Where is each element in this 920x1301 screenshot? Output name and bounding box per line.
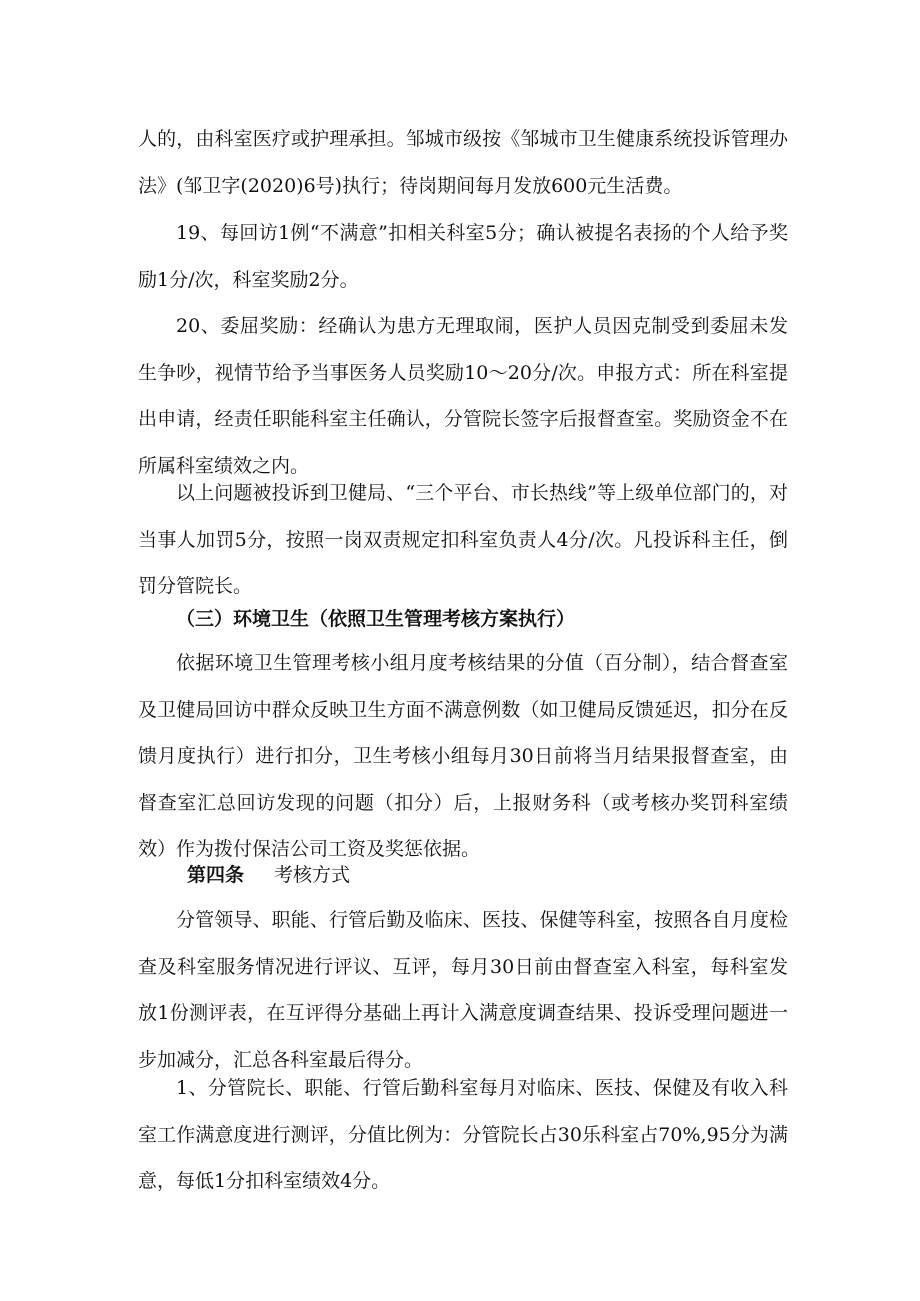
paragraph-assessment-method: 分管领导、职能、行管后勤及临床、医技、保健等科室，按照各自月度检查及科室服务情况进行评议、互评，每月30日前由督查室入科室，每科室发放1份测评表，在互评得分基础上再计入满意度调查结果、投诉受理问题进一步加减分，汇总各科室最后得分。 <box>138 909 788 1071</box>
article-number: 第四条 <box>187 864 245 886</box>
section-heading-environment: （三）环境卫生（依照卫生管理考核方案执行） <box>176 608 576 630</box>
article-4-heading <box>187 852 350 899</box>
paragraph-complaint-escalation: 以上问题被投诉到卫健局、“三个平台、市长热线”等上级单位部门的，对当事人加罚5分，按照一岗双责规定扣科室负责人4分/次。凡投诉科主任，倒罚分管院长。 <box>138 482 788 597</box>
paragraph-environment: 依据环境卫生管理考核小组月度考核结果的分值（百分制），结合督查室及卫健局回访中群众反映卫生方面不满意例数（如卫健局反馈延迟，扣分在反馈月度执行）进行扣分，卫生考核小组每月30日前将当月结果报督查室，由督查室汇总回访发现的问题（扣分）后，上报财务科（或考核办奖罚科室绩效）作为拨付保洁公司工资及奖惩依据。 <box>138 652 788 860</box>
paragraph-item-19: 19、每回访1例“不满意”扣相关科室5分；确认被提名表扬的个人给予奖励1分/次，科室奖励2分。 <box>138 222 788 291</box>
paragraph-item-20: 20、委屈奖励：经确认为患方无理取闹，医护人员因克制受到委屈未发生争吵，视情节给予当事医务人员奖励10～20分/次。申报方式：所在科室提出申请，经责任职能科室主任确认，分管院长签字后报督查室。奖励资金不在所属科室绩效之内。 <box>138 315 788 477</box>
paragraph-continuation: 人的，由科室医疗或护理承担。邹城市级按《邹城市卫生健康系统投诉管理办法》(邹卫字(2020)6号)执行；待岗期间每月发放600元生活费。 <box>138 128 788 197</box>
paragraph-method-item-1: 1、分管院长、职能、行管后勤科室每月对临床、医技、保健及有收入科室工作满意度进行测评，分值比例为：分管院长占30乐科室占70%,95分为满意，每低1分扣科室绩效4分。 <box>138 1077 788 1192</box>
article-title: 考核方式 <box>274 864 351 886</box>
